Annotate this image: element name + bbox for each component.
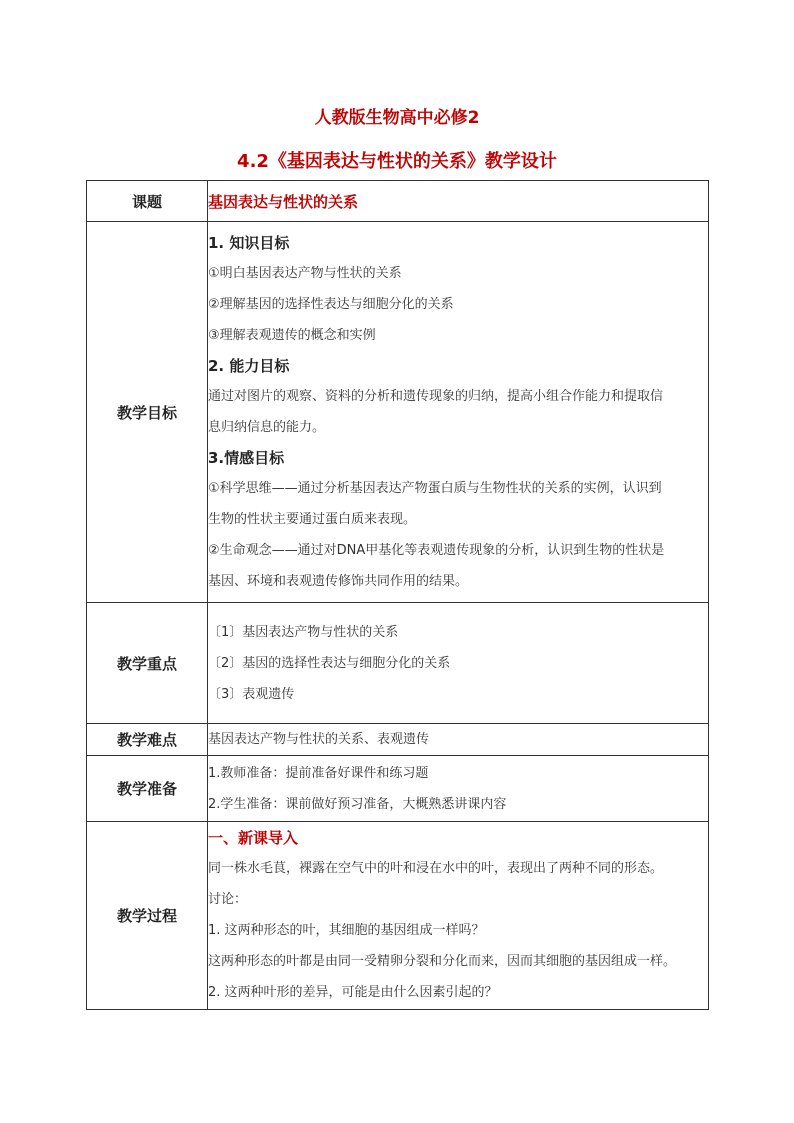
label-topic: 课题 xyxy=(87,181,208,222)
process-cell xyxy=(208,822,709,1010)
row-topic xyxy=(87,181,709,222)
key-point-item: 〔2〕基因的选择性表达与细胞分化的关系 xyxy=(208,655,451,671)
process-line: 1. 这两种形态的叶，其细胞的基因组成一样吗？ xyxy=(208,923,485,938)
label-goals: 教学目标 xyxy=(87,222,208,603)
process-heading: 一、新课导入 xyxy=(208,829,299,847)
process-line: 2. 这两种叶形的差异，可能是由什么因素引起的？ xyxy=(208,985,498,1000)
row-goals xyxy=(87,222,709,603)
process-line: 这两种形态的叶都是由同一受精卵分裂和分化而来，因而其细胞的基因组成一样。 xyxy=(208,954,677,969)
difficulties-cell xyxy=(208,724,709,756)
label-preparation: 教学准备 xyxy=(87,756,208,822)
key-point-item: 〔3〕表观遗传 xyxy=(208,686,295,702)
knowledge-item: ②理解基因的选择性表达与细胞分化的关系 xyxy=(208,296,454,312)
ability-heading: 2. 能力目标 xyxy=(208,356,290,375)
label-difficulties: 教学难点 xyxy=(87,724,208,756)
knowledge-heading: 1. 知识目标 xyxy=(208,233,290,252)
label-key-points: 教学重点 xyxy=(87,603,208,724)
emotion-line: ①科学思维——通过分析基因表达产物蛋白质与生物性状的关系的实例，认识到 xyxy=(208,480,662,496)
preparation-item: 2.学生准备：课前做好预习准备，大概熟悉讲课内容 xyxy=(208,796,507,812)
process-line: 讨论： xyxy=(208,892,248,907)
row-difficulties xyxy=(87,724,709,756)
goals-cell xyxy=(208,222,709,603)
preparation-cell xyxy=(208,756,709,822)
preparation-item: 1.教师准备：提前准备好课件和练习题 xyxy=(208,765,429,781)
emotion-heading: 3.情感目标 xyxy=(208,448,285,467)
row-process xyxy=(87,822,709,1010)
topic-value: 基因表达与性状的关系 xyxy=(208,192,359,211)
row-key-points xyxy=(87,603,709,724)
ability-line: 息归纳信息的能力。 xyxy=(208,419,326,435)
knowledge-item: ③理解表观遗传的概念和实例 xyxy=(208,327,376,343)
topic-cell xyxy=(208,181,709,222)
difficulties-value: 基因表达产物与性状的关系、表观遗传 xyxy=(208,732,430,747)
key-point-item: 〔1〕基因表达产物与性状的关系 xyxy=(208,624,399,640)
knowledge-item: ①明白基因表达产物与性状的关系 xyxy=(208,265,402,281)
ability-line: 通过对图片的观察、资料的分析和遗传现象的归纳，提高小组合作能力和提取信 xyxy=(208,388,664,404)
process-line: 同一株水毛茛，裸露在空气中的叶和浸在水中的叶，表现出了两种不同的形态。 xyxy=(208,861,664,876)
row-preparation xyxy=(87,756,709,822)
document-title: 人教版生物高中必修2 xyxy=(314,108,480,128)
document-subtitle: 4.2《基因表达与性状的关系》教学设计 xyxy=(237,151,557,172)
lesson-plan-table xyxy=(86,180,709,1010)
emotion-line: 生物的性状主要通过蛋白质来表现。 xyxy=(208,511,417,527)
emotion-line: 基因、环境和表观遗传修饰共同作用的结果。 xyxy=(208,573,469,589)
label-process: 教学过程 xyxy=(87,822,208,1010)
emotion-line: ②生命观念——通过对DNA甲基化等表观遗传现象的分析，认识到生物的性状是 xyxy=(208,542,665,558)
key-points-cell xyxy=(208,603,709,724)
